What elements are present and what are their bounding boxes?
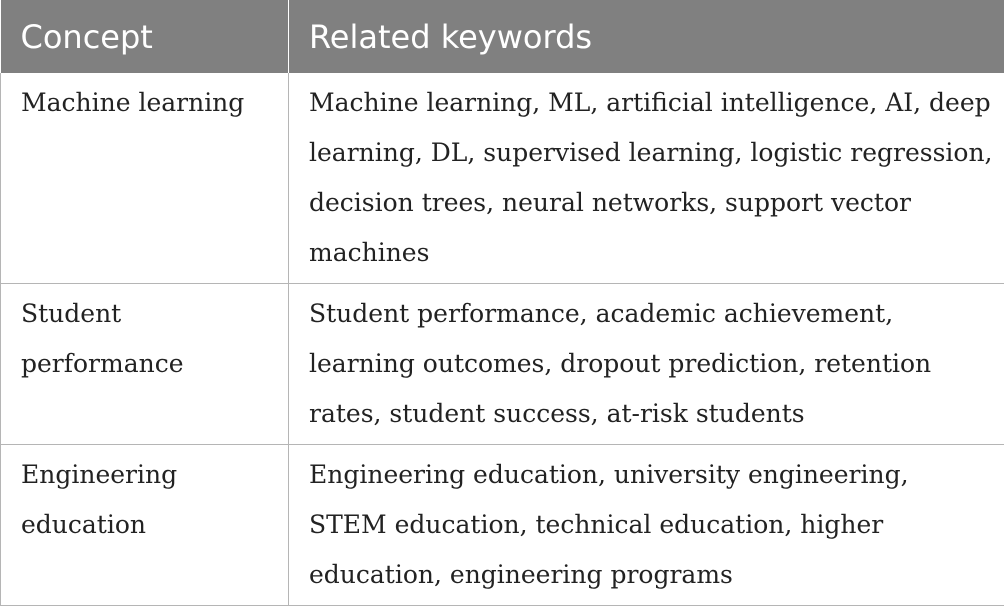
table-row <box>1 284 1004 445</box>
table-row <box>1 445 1004 606</box>
table-row <box>1 73 1004 284</box>
keywords-cell: Student performance, academic achievement, learning outcomes, dropout prediction, retention rates, student success, at-risk students <box>289 284 1004 445</box>
table-header-row <box>1 0 1004 73</box>
concept-cell: Student performance <box>1 284 289 445</box>
header-concept: Concept <box>1 0 289 73</box>
header-related-keywords: Related keywords <box>289 0 1004 73</box>
keywords-cell: Machine learning, ML, artificial intelligence, AI, deep learning, DL, supervised learning, logistic regression, decision trees, neural networks, support vector machines <box>289 73 1004 284</box>
keywords-cell: Engineering education, university engineering, STEM education, technical education, higher education, engineering programs <box>289 445 1004 606</box>
concept-cell: Engineering education <box>1 445 289 606</box>
concept-cell: Machine learning <box>1 73 289 284</box>
